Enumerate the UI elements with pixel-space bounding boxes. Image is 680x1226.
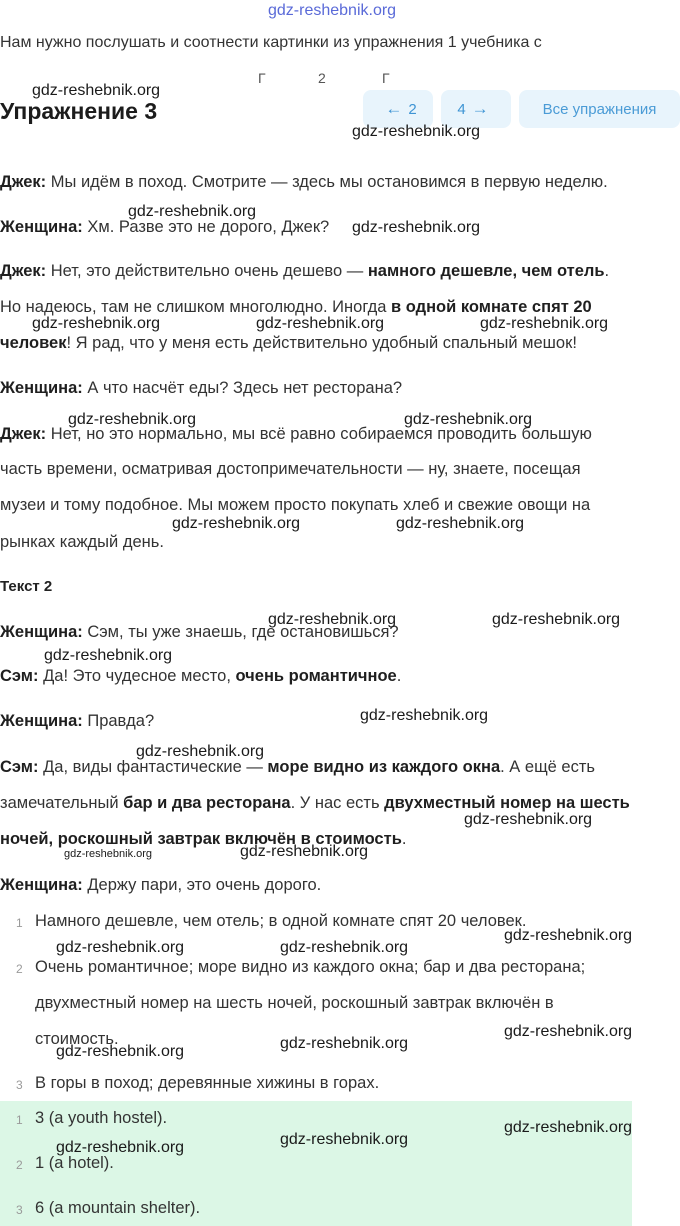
answer-number: 3 <box>16 1203 23 1217</box>
dialogue-line: Женщина: Сэм, ты уже знаешь, где остановишься? <box>0 623 399 641</box>
watermark: gdz-reshebnik.org <box>396 515 525 532</box>
dialogue-line: музеи и тому подобное. Мы можем просто покупать хлеб и свежие овощи на <box>0 496 591 514</box>
list-number: 3 <box>16 1078 23 1092</box>
watermark: gdz-reshebnik.org <box>56 939 185 956</box>
cut-mark: Г <box>258 70 266 86</box>
watermark: gdz-reshebnik.org <box>268 611 397 628</box>
list-item: Очень романтичное; море видно из каждого окна; бар и два ресторана; <box>35 958 586 976</box>
watermark: gdz-reshebnik.org <box>240 843 369 860</box>
dialogue-line: Женщина: Хм. Разве это не дорого, Джек? <box>0 218 330 236</box>
watermark: gdz-reshebnik.org <box>32 315 161 332</box>
dialogue-line: Сэм: Да! Это чудесное место, очень романтичное. <box>0 667 402 685</box>
watermark: gdz-reshebnik.org <box>280 1035 409 1052</box>
all-exercises-label: Все упражнения <box>542 100 657 118</box>
watermark: gdz-reshebnik.org <box>504 927 633 944</box>
page-title: Упражнение 3 <box>0 98 158 124</box>
watermark: gdz-reshebnik.org <box>64 848 153 860</box>
watermark: gdz-reshebnik.org <box>280 1131 409 1148</box>
list-item: Намного дешевле, чем отель; в одной комнате спят 20 человек. <box>35 912 527 930</box>
dialogue-line: Женщина: Держу пари, это очень дорого. <box>0 876 322 894</box>
watermark: gdz-reshebnik.org <box>280 939 409 956</box>
watermark: gdz-reshebnik.org <box>464 811 593 828</box>
intro-text: Нам нужно послушать и соотнести картинки из упражнения 1 учебника с <box>0 34 542 51</box>
dialogue-line: рынках каждый день. <box>0 533 164 551</box>
watermark: gdz-reshebnik.org <box>172 515 301 532</box>
answer-number: 2 <box>16 1158 23 1172</box>
answer-item: 3 (a youth hostel). <box>35 1109 168 1127</box>
arrow-left-icon: ← <box>385 99 403 118</box>
watermark: gdz-reshebnik.org <box>352 219 481 236</box>
dialogue-line: Женщина: Правда? <box>0 712 155 730</box>
watermark: gdz-reshebnik.org <box>44 647 173 664</box>
cut-mark: 2 <box>318 70 326 86</box>
watermark: gdz-reshebnik.org <box>504 1023 633 1040</box>
dialogue-line: Джек: Нет, это действительно очень дешево — намного дешевле, чем отель. <box>0 262 610 280</box>
prev-exercise-label: 2 <box>408 100 417 118</box>
list-number: 2 <box>16 962 23 976</box>
watermark: gdz-reshebnik.org <box>128 203 257 220</box>
watermark: gdz-reshebnik.org <box>68 411 197 428</box>
arrow-right-icon: → <box>471 99 489 118</box>
all-exercises-button[interactable] <box>519 90 680 128</box>
watermark: gdz-reshebnik.org <box>404 411 533 428</box>
watermark: gdz-reshebnik.org <box>504 1119 633 1136</box>
answer-item: 6 (a mountain shelter). <box>35 1199 201 1217</box>
list-item: В горы в поход; деревянные хижины в горах. <box>35 1074 380 1092</box>
dialogue-line: Но надеюсь, там не слишком многолюдно. Иногда в одной комнате спят 20 <box>0 298 592 316</box>
watermark: gdz-reshebnik.org <box>56 1043 185 1060</box>
watermark: gdz-reshebnik.org <box>32 82 161 99</box>
dialogue-line: Сэм: Да, виды фантастические — море видно из каждого окна. А ещё есть <box>0 758 595 776</box>
next-exercise-label: 4 <box>457 100 466 118</box>
dialogue-line: Женщина: А что насчёт еды? Здесь нет ресторана? <box>0 379 403 397</box>
watermark: gdz-reshebnik.org <box>352 123 481 140</box>
list-item: двухместный номер на шесть ночей, роскошный завтрак включён в <box>35 994 554 1012</box>
dialogue-line: Джек: Мы идём в поход. Смотрите — здесь мы остановимся в первую неделю. <box>0 173 608 191</box>
list-item: стоимость. <box>35 1030 119 1048</box>
list-number: 1 <box>16 916 23 930</box>
watermark: gdz-reshebnik.org <box>480 315 609 332</box>
dialogue-line: ночей, роскошный завтрак включён в стоимость. <box>0 830 407 848</box>
cut-mark: Г <box>382 70 390 86</box>
answer-number: 1 <box>16 1113 23 1127</box>
section-heading: Текст 2 <box>0 578 53 595</box>
dialogue-line: замечательный бар и два ресторана. У нас есть двухместный номер на шесть <box>0 794 630 812</box>
answer-item: 1 (a hotel). <box>35 1154 114 1172</box>
watermark: gdz-reshebnik.org <box>492 611 621 628</box>
watermark: gdz-reshebnik.org <box>136 743 265 760</box>
dialogue-line: человек! Я рад, что у меня есть действительно удобный спальный мешок! <box>0 334 577 352</box>
dialogue-line: часть времени, осматривая достопримечательности — ну, знаете, посещая <box>0 460 581 478</box>
watermark: gdz-reshebnik.org <box>360 707 489 724</box>
watermark-top: gdz-reshebnik.org <box>268 2 397 19</box>
dialogue-line: Джек: Нет, но это нормально, мы всё равно собираемся проводить большую <box>0 425 592 443</box>
watermark: gdz-reshebnik.org <box>56 1139 185 1156</box>
watermark: gdz-reshebnik.org <box>256 315 385 332</box>
